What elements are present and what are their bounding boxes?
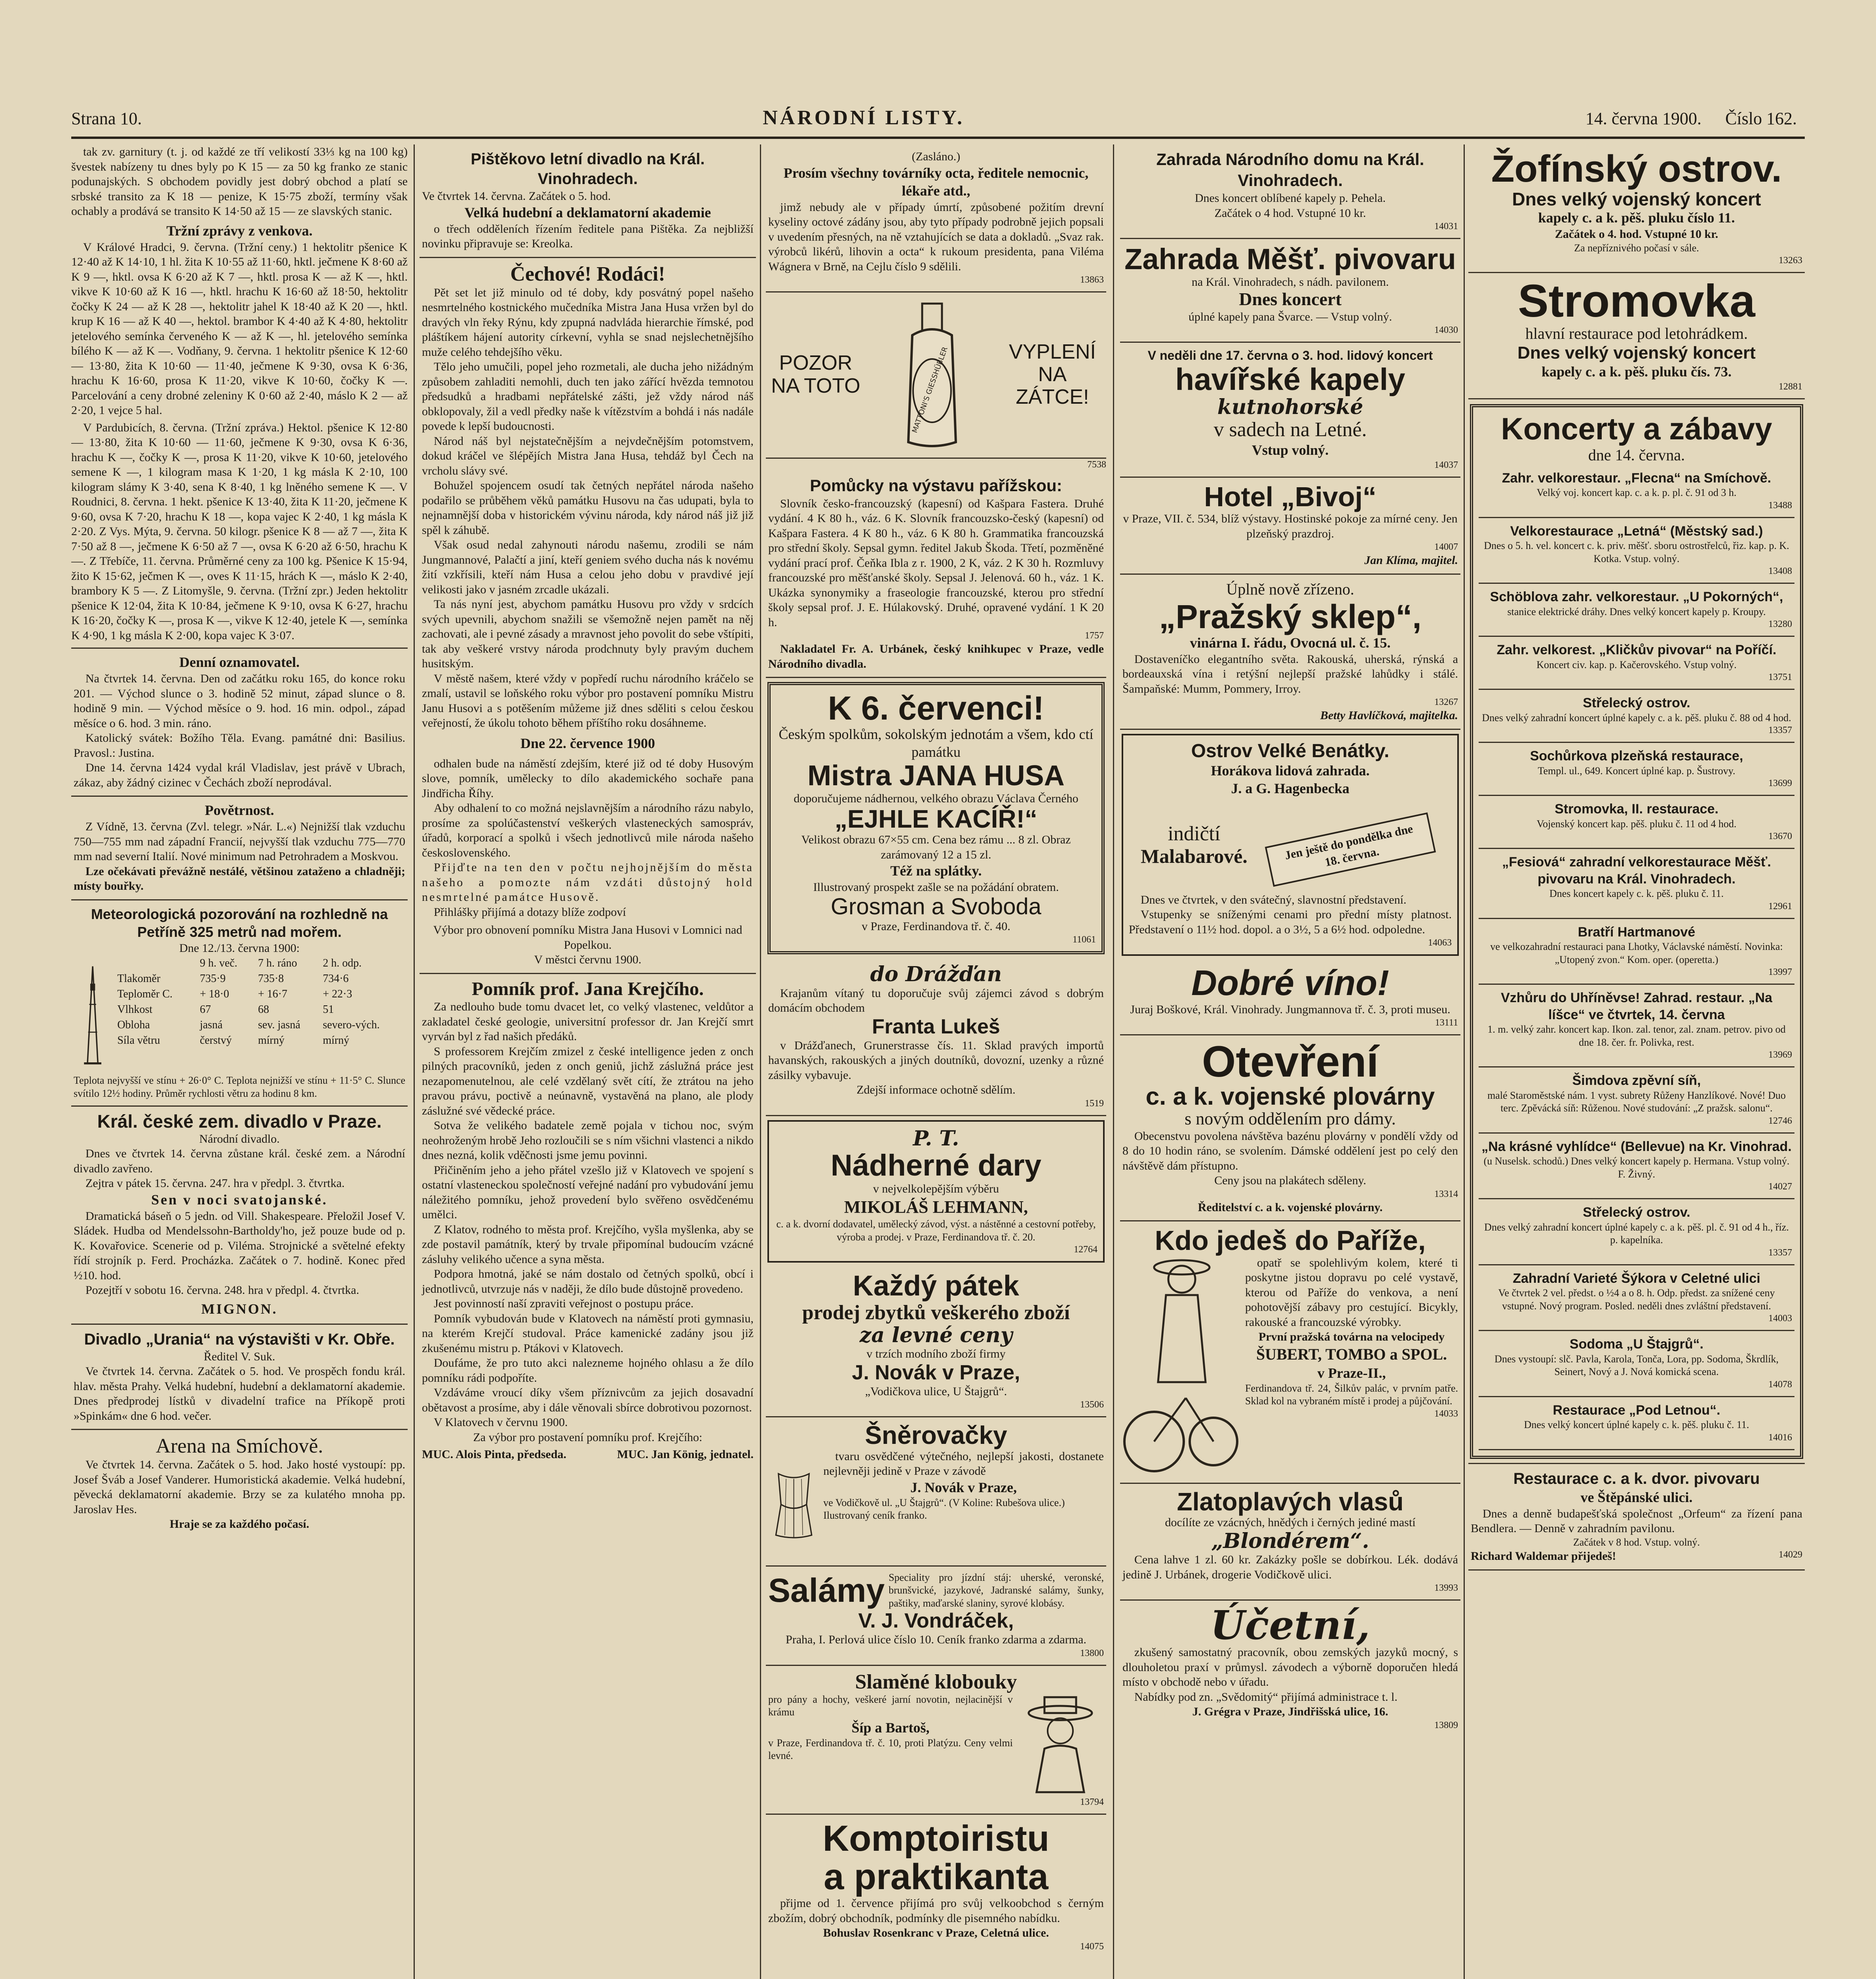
column-2 [420,144,756,1979]
appeal-p1: Pět set let již minulo od té doby, kdy posvátný popel našeho nesmrtelného kostnického mučedníka Mistra Jana Husa vržen byl do dravých vln řeky Rýnu, kdy zpupná nadvláda hierarchie římské, pod pláštíkem hájení autority církevní, vyhla se snad nejslechetnějšího muže celého tehdejšího věku. [422,286,754,359]
weather-forecast: Lze očekávati převážně nestálé, většinou zataženo a chladněji; místy bouřky. [74,864,405,893]
hats-firm: Šíp a Bartoš, [851,1719,930,1736]
corset-address: ve Vodičkově ul. „U Štajgrů“. (V Koline: Rubešova ulice.) [823,1497,1065,1508]
petrin-tower-illustration [74,955,112,1074]
corset-firm: J. Novák v Praze, [910,1479,1017,1495]
pool-text: Obecenstvu povolena návštěva bazénu plovárny v pondělí vždy od 8 do 10 hodin ráno, se svolením. Dámské oddělení jest po celý den návštěvě dám přístupno. [1122,1129,1458,1172]
appeal-signature: Výbor pro obnovení pomníku Mistra Jana Husovi v Lomnici nad Popelkou. [433,923,742,952]
concert-text: Koncert civ. kap. p. Kačerovského. Vstup volný. [1536,659,1737,670]
sklep-heading: „Pražský sklep“, [1159,598,1422,635]
kompt-text: přijme od 1. července přijímá pro svůj velkoobchod s černým zbožím, dobrý obchodník, podmínky dle pisemného nabídku. [768,1897,1104,1925]
pistek-text: Ve čtvrtek 14. června. Začátek o 5. hod. [422,190,611,203]
list-item [1479,985,1794,1067]
paris-text-2: První pražská továrna na velocipedy [1259,1330,1445,1344]
stromovka-heading: Stromovka [1518,275,1755,327]
ostrov-sub: Horákova lidová zahrada. [1211,762,1370,779]
hus-text-5: Illustrovaný prospekt zašle se na požádání obratem. [813,881,1059,894]
ad-number: 13111 [1435,1018,1458,1028]
list-item [1479,849,1794,919]
hus-text: Českým spolkům, sokolským jednotám a všem, kdo ctí památku [779,726,1094,760]
appeal-p10: Přijďte na ten den v počtu nejhojnějším do města našeho a pomozte nám vzdáti důstojný hold nesmrtelné památce Husově. [422,861,754,904]
ostrov-heading: Ostrov Velké Benátky. [1191,740,1390,762]
pool-sub: s novým oddělením pro dámy. [1185,1109,1396,1129]
kompt-firm: Bohuslav Rosenkranc v Praze, Celetná ulice. [823,1926,1049,1940]
bivoj-text: v Praze, VII. č. 534, blíž výstavy. Hostinské pokoje za mírné ceny. Jen plzeňský prazdroj. [1123,512,1458,540]
friday-address: „Vodičkova ulice, U Štajgrů“. [865,1385,1007,1398]
concert-title: Zahr. velkorest. „Kličkův pivovar“ na Poříčí. [1496,642,1777,658]
zahrada2-text: na Král. Vinohradech, s nádh. pavilonem. [1191,275,1389,289]
ad-number: 14033 [1434,1408,1458,1419]
list-item [1479,1397,1794,1450]
monument-committee: Za výbor pro postavení pomníku prof. Krejčího: [473,1430,703,1444]
ad-number: 12881 [1779,381,1802,392]
ad-number: 13314 [1434,1189,1458,1199]
calendar-names: Katolický svátek: Božího Těla. Evang. památné dni: Basilius. Pravosl.: Justina. [74,731,405,760]
column-separator [1464,144,1465,1979]
monument-p7: Jest povinností naší zpraviti veřejnost o postupu práce. [434,1297,694,1310]
ad-number: 11061 [1072,934,1096,945]
ad-number: 13357 [1768,1247,1792,1258]
concert-text: ve velkozahradní restauraci pana Lhotky, Václavské náměstí. Novinka: „Utopený zvon.“ Kom. oper. (operetta.) [1490,941,1783,965]
market-intro: tak zv. garnitury (t. j. od každé ze tří velikostí 33⅓ kg na 100 kg) švestek nabízeny tu dnes byly po K 15 — za 50 kg franko ze stanic podunajských. S obchodem povidly jest dobrý obchod a platí se srbské transito za K 18 — penize, K 15·75 zboží, termíny však ochably a prodává se transito K 14·50 až 15 — ze slavských stanic. [71,145,408,218]
svg-text:MATTONI'S GIESSHÜBLER: MATTONI'S GIESSHÜBLER [910,346,949,434]
brewery-heading: Restaurace c. a k. dvor. pivovaru [1513,1470,1760,1487]
wine-text: Juraj Boškové, Král. Vinohrady. Jungmannova tř. č. 3, proti museu. [1130,1003,1451,1016]
monument-p9: Doufáme, že pro tuto akci nalezneme hojného ohlasu a že dílo pomníku rádi podpoříte. [422,1356,754,1385]
accountant-heading: Účetní, [1210,1602,1370,1649]
concert-title: Sochůrkova plzeňská restaurace, [1530,748,1743,764]
zaslano-heading: Prosím všechny továrníky octa, ředitele nemocnic, lékaře atd., [783,165,1089,199]
wine-heading: Dobré víno! [1191,963,1389,1003]
concert-text: 1. m. velký zahr. koncert kap. Ikon. zal. tenor, zal. znam. petrov. pivo od dne 18. čer. fr. Polivka, rest. [1487,1024,1786,1048]
accountant-text-2: Nabídky pod zn. „Svědomitý“ přijímá administrace t. l. [1134,1690,1398,1704]
list-item [1479,465,1794,518]
hus-firm: Grosman a Svoboda [831,893,1041,919]
zahrada2-text-2: úplné kapely pana Švarce. — Vstup volný. [1188,310,1392,323]
zahrada2-concert: Dnes koncert [1239,289,1342,310]
table-row: Obloha jasná sev. jasná severo-vých. [117,1019,380,1031]
friday-text-2: za levné ceny [859,1323,1013,1347]
havir-text-3: Vstup volný. [1251,442,1329,458]
drazdan-text: Krajanům vítaný tu doporučuje svůj zájemci závod s dobrým domácím obchodem [768,986,1104,1015]
salami-text: Speciality pro jízdní stáj: uherské, veronské, brunšvické, jazykové, Jadranské salámy, šunky, paštiky, maďarské slaniny, syrové klobásy. [889,1571,1104,1609]
corset-heading: Šněrovačky [865,1421,1007,1450]
theatre-mignon: MIGNON. [201,1301,278,1317]
accountant-text: zkušený samostatný pracovník, obou zemských jazyků mocný, s dlouholetou praxí v průmysl. závodech a výborně doporučen hledá místo v obchodě nebo v úřadu. [1122,1646,1458,1689]
zofin-heading: Žofínský ostrov. [1491,148,1782,190]
pool-heading: c. a k. vojenské plovárny [1145,1083,1435,1111]
ad-number: 12961 [1768,901,1792,912]
zaslano-label: (Zasláno.) [911,150,961,163]
appeal-p4: Bohužel spojencem osudí tak četných nepřátel národa našeho podařilo se průběhem věků památku Husovu na čas udupati, byla to nejnamnější doba v historickém vývinu národa, kdy národ náš již již spěl k záhubě. [422,479,754,537]
ad-number: 13408 [1768,566,1792,577]
ad-number: 13993 [1434,1583,1458,1593]
zofin-time: Začátek o 4. hod. Vstupné 10 kr. [1555,228,1718,241]
concerts-heading: Koncerty a zábavy [1501,411,1772,446]
table-row: Síla větru čerstvý mírný mírný [117,1034,349,1046]
stromovka-text-2: kapely c. a k. pěš. pluku čís. 73. [1541,363,1732,380]
lukes-note: Zdejší informace ochotně sdělím. [856,1083,1016,1097]
urania-text: Ve čtvrtek 14. června. Začátek o 5. hod. Ve prospěch fondu král. hlav. města Prahy. Velká hudební, hudební a deklamatorní akademie. Dnes předprodej lístků v divadelní trafice na Příkopě proti »Spinkám« dne 6 hod. večer. [74,1365,405,1423]
havir-heading: havířské kapely [1175,362,1405,397]
paris-text: opatř se spolehlivým kolem, které ti poskytne jistou dopravu po celé vystavě, kterou od Paříže do venkova, a není pohotovější zábavy pro cestující. Bicykly, rakouské a francouzské výrobky. [1245,1256,1458,1329]
bivoj-heading: Hotel „Bivoj“ [1204,481,1377,512]
concert-title: Zahr. velkorestaur. „Flecna“ na Smíchově. [1502,470,1772,486]
hats-text: pro pány a hochy, veškeré jarní novotin, nejlacinější v krámu [768,1693,1013,1718]
zaslano-text: jimž nebudy ale v případy úmrtí, způsobené požitím drevní kyseliny octové zádány jsou, aby tyto případy podrobně jejich popsali v uvedením přesných, na ně vztahujících se data a dokladů. „Svaz rak. výrobců likérů, lihovin a octa“ k rukoum presidenta, pana Viléma Wágnera v Brně, na Cejlu číslo 9 sdělili. [768,200,1104,273]
appeal-p7: V městě našem, které vždy v popředí ruchu národního kráčelo se zmalí, ustavil se loňského roku výbor pro postavení pomníku Mistru Janu Husovi a s potěšením můžeme již dnes sděliti s celou českou veřejností, že úkolu tohoto během příštího roku dosáhneme. [422,672,754,730]
monument-p2: S professorem Krejčím zmizel z české intelligence jeden z onch pilných pracovníků, jeden z onch geniů, jichž záslužná práce jest nezapomenutelnou, ale celé vzdělaný svět cítí, že ztrátou na jeho pravou právu, poctivě a neúnavně, vystavěná na plano, ale plody záslužné své vědecké práce. [422,1045,754,1117]
zofin-sub: Dnes velký vojenský koncert [1512,188,1761,209]
pool-signature: Ředitelství c. a k. vojenské plovárny. [1198,1200,1383,1214]
ad-number: 13267 [1434,697,1458,708]
hats-address: v Praze, Ferdinandova tř. č. 10, proti Platýzu. Ceny velmi levné. [768,1737,1013,1762]
lukes-text: v Drážďanech, Grunerstrasse čís. 11. Sklad pravých importů havanských, rakouských a jiných doutníků, dovozní, uzenky a různé zásilky vybavuje. [768,1039,1104,1082]
pool-text-2: Ceny jsou na plakátech sděleny. [1214,1174,1366,1187]
gifts-name: MIKOLÁŠ LEHMANN, [844,1197,1028,1217]
issue-number: Číslo 162. [1725,109,1797,128]
theatre-next: Zejtra v pátek 15. června. 247. hra v předpl. 3. čtvrtka. [85,1177,345,1190]
appeal-date: Dne 22. července 1900 [520,735,655,751]
market-text: V Králové Hradci, 9. června. (Tržní ceny.) 1 hektolitr pšenice K 12·40 až K 14·10, 1 hl. žita K 10·55 až 11·60, hktl. ječmene K 8·60 až K 9 —, hktl. ovsa K 6·20 až K 7 —, hktl. prosa K — až K —, hktl. vikve K 10·60 až K 16 —, hktl. hrachu K 16·60 až 18·50, hektolitr čočky K 24 — až K 28 —, hektolitr jahel K 18·40 až K 20 —, hktl. krup K 16 — až K 40 —, hektol. brambor K 4·40 až K 4·80, hektolitr jetelového semínka červeného K — až K —, hl. jetelového semínka bílého K — až K —. Vodňany, 9. června. 1 hektolitr pšenice K 12·60 — 13·80, žita K 10·60 — 11·40, ječmene K 9·30, ovsa K 6·36, hrachu K 16·60, prosa K 11·20, vikve K 10·60, čočky K —. Parcelování a ceny drobné zeleniny K 0·60 až 2·40, máslo K 2 — až 2·20, 1 vejce 5 hal. [71,240,408,417]
kompt-heading: Komptoiristu [822,1818,1050,1859]
vypleni-text: VYPLENÍ NA ZÁTCE! [1009,340,1096,409]
concert-text: Ve čtvrtek 2 vel. předst. o ½4 a o 8. h. Odp. předst. za snížené ceny vstupné. Nový program. Posled. neděli dnes zvláštní představení. [1498,1287,1775,1312]
concert-text: Dnes vystoupí: slč. Pavla, Karola, Tonča, Lora, pp. Sodoma, Škrdlík, Seinert, Nový a J. Nová komická scena. [1494,1353,1779,1378]
ad-number: 13506 [1080,1400,1104,1410]
hus-text-3: Velikost obrazu 67×55 cm. Cena bez rámu ... 8 zl. Obraz zarámovaný 12 a 15 zl. [801,833,1071,861]
ad-number: 14030 [1434,325,1458,336]
gifts-text-2: c. a k. dvorní dodavatel, umělecký závod, výst. a nástěnné a cestovní potřeby, výroba a prodej. v Praze, Ferdinandova tř. č. 20. [776,1218,1096,1243]
ad-number: 1519 [1085,1098,1104,1109]
concert-title: Zahradní Varieté Šýkora v Celetné ulici [1513,1271,1760,1286]
friday-firm: J. Novák v Praze, [852,1361,1020,1384]
salami-address: Praha, I. Perlová ulice číslo 10. Ceník franko zdarma a zdarma. [786,1633,1086,1647]
appeal-p2: Tělo jeho umučili, popel jeho rozmetali, ale ducha jeho nižádným způsobem zahladiti nemohli, duch ten jako zářící hvězda temnotou předsudků a hradbami nepřátelské zášti, jež vždy národ náš obklopovaly, žil a vedl předky naše k vítězstvím a bohdá i nás nadále povede k lepší budoucnosti. [422,360,754,433]
theatre-play-title: Sen v noci svatojanské. [151,1191,328,1208]
concert-text: Dnes velký koncert úplné kapely c. k. pěš. pluku č. 11. [1524,1419,1749,1431]
ad-number: 13488 [1768,500,1792,511]
cyclist-woman-illustration [1122,1255,1241,1477]
theatre-text: Dnes ve čtvrtek 14. června zůstane král. české zem. a Národní divadlo zavřeno. [74,1147,405,1175]
concert-title: „Fesiová“ zahradní velkorestaurace Měšť. pivovaru na Král. Vinohradech. [1502,855,1771,887]
table-row: Tlakoměr 735·9 735·8 734·6 [117,972,349,985]
column-3 [766,144,1106,1979]
hus-address: v Praze, Ferdinandova tř. č. 40. [862,919,1010,933]
ostrov-text-2: Dnes ve čtvrtek, v den svátečný, slavnostní představení. [1141,893,1407,906]
calendar-text: Na čtvrtek 14. června. Den od začátku roku 165, do konce roku 201. — Východ slunce o 3. hodině 52 minut, západ slunce o 8. hodině 9 min. — Východ měsíce o 9. hod. 16 min. odpol., západ měsíce o 6. hod. 3 min. ráno. [74,672,405,730]
ad-number: 13670 [1768,831,1792,842]
concert-title: Šimdova zpěvní síň, [1572,1073,1701,1088]
arena-text: Ve čtvrtek 14. června. Začátek o 5. hod. Jako hosté vystoupí: pp. Josef Šváb a Josef Vanderer. Humoristická akademie. Velká hudební, pěvecká deklamatorní akademie. Brzy se za kulatého mnoha pp. Jaroslav Hes. [74,1458,405,1516]
ad-number: 13699 [1768,778,1792,789]
brewery-text: Dnes a denně budapešťská společnost „Orfeum“ za řízení pana Bendlera. — Denně v zahradním pavilonu. [1471,1507,1802,1535]
ad-number: 13280 [1768,619,1792,630]
table-row: Vlhkost 67 68 51 [117,1003,334,1016]
zahrada1-heading: Zahrada Národního domu na Král. Vinohradech. [1156,150,1424,190]
kompt-heading-2: a praktikanta [824,1856,1048,1897]
theatre-saturday: Pozejtří v sobotu 16. června. 248. hra v předpl. 4. čtvrtka. [85,1284,359,1297]
ad-number: 13997 [1768,967,1792,978]
concert-title: Střelecký ostrov. [1583,695,1690,711]
arena-heading: Arena na Smíchově. [156,1435,323,1458]
market-heading: Tržní zprávy z venkova. [166,222,313,239]
corset-text: tvaru osvědčené výtečného, nejlepší jakosti, dostanete nejlevněji jedině v Praze v závodě [823,1449,1104,1478]
pistek-heading: Pištěkovo letní divadlo na Král. Vinohradech. [471,150,705,188]
pt-heading: P. T. [913,1126,959,1151]
sklep-text: Dostaveníčko elegantního světa. Rakouská, uherská, rýnská a bordeauxská vína i retýšní nejlepší pražské lahůdky i stálé. Šampaňské: Mumm, Pommery, Irroy. [1122,652,1458,695]
hus-painting: „EJHLE KACÍŘ!“ [834,805,1038,834]
appeal-heading: Čechové! Rodáci! [510,262,665,285]
pomucky-publisher: Nakladatel Fr. A. Urbánek, český knihkupec v Praze, vedle Národního divadla. [768,642,1104,670]
weather-text: Z Vídně, 13. června (Zvl. telegr. »Nár. L.«) Nejnižší tlak vzduchu 750—755 mm nad západní Francií, nejvyšší tlak vzduchu 775—770 mm nad severní Italií. Nové minimum nad Petrohradem a Moskvou. [74,820,405,863]
meteo-extra: Teplota nejvyšší ve stínu + 26·0° C. Teplota nejnižší ve stínu + 11·5° C. Slunce svítilo 12½ hodiny. Průměr rychlosti větru za hodinu 8 km. [74,1075,405,1099]
concert-text: (u Nuselsk. schodů.) Dnes velký koncert kapely p. Hermana. Vstup volný. F. Živný. [1483,1155,1790,1180]
page-number: Strana 10. [71,109,142,128]
hats-heading: Slaměné klobouky [855,1670,1017,1693]
urania-heading: Divadlo „Urania“ na výstavišti v Kr. Obře. [84,1330,395,1348]
list-item [1479,743,1794,796]
appeal-p6: Ta nás nyní jest, abychom památku Husovu pro vždy v srdcích svých upevnili, abychom snažili se všemožně nejen pamět na něj zachovati, ale i pevné zásady a mravnost jeho povolit do sebe vštípiti, tak aby veškeré vrstvy národa prodchnuty byly pravým duchem husitským. [422,598,754,670]
ad-number: 13969 [1768,1050,1792,1060]
ad-number: 12746 [1768,1115,1792,1126]
hus-heading: K 6. červenci! [828,689,1044,727]
havir-text-2: v sadech na Letné. [1213,418,1367,441]
monument-p1: Za nedlouho bude tomu dvacet let, co velký vlastenec, veldůtor a zakladatel české geologie, universitní professor dr. Jan Krejčí smrt vyrván byl z řad našich předáků. [422,1000,754,1043]
concert-text: Dnes velký zahradní koncert úplné kapely c. a k. pěš. pluku č. 88 od 4 hod. [1482,712,1791,724]
concert-text: malé Staroměstské nám. 1 vyst. subrety Růženy Hanzlíkové. Nové! Duo terc. Zpěvácká síň: Růženou. Nové studování: „Z pražsk. salonu“. [1487,1089,1786,1114]
salami-firm: V. J. Vondráček, [858,1609,1014,1633]
appeal-p11: Přihlášky přijímá a dotazy blíže zodpoví [434,905,626,919]
sklep-sub: vinárna I. řádu, Ovocná ul. č. 15. [1190,634,1391,651]
masthead [71,106,1797,134]
list-item [1479,796,1794,849]
hair-text-2: Cena lahve 1 zl. 60 kr. Zakázky pošle se dobírkou. Lék. dodává jedině J. Urbánek, drogerie Vodičkově ulici. [1122,1553,1458,1581]
list-item [1479,1199,1794,1265]
list-item [1479,1134,1794,1200]
hus-text-2: doporučujeme nádhernou, velkého obrazu Václava Černého [794,792,1079,805]
meteo-table: 9 h. več. 7 h. ráno 2 h. odp. Tlakoměr 735·9 735·8 734·6 Teploměr C. + 18·0 + 16·7 + 22·3 Vlhkost 67 68 51 Obloha jasná sev. jasná severo-vých. Síla větru čerstvý mírný mírný [115,955,405,1048]
concert-title: Stromovka, II. restaurace. [1555,801,1718,817]
concert-title: Schöblova zahr. velkorestaur. „U Pokorných“, [1490,589,1783,605]
accountant-firm: J. Grégra v Praze, Jindřišská ulice, 16. [1192,1705,1388,1719]
brewery-time: Začátek v 8 hod. Vstup. volný. [1573,1536,1700,1548]
concert-title: Restaurace „Pod Letnou“. [1553,1402,1720,1418]
ostrov-text: indičtí [1168,822,1221,845]
salami-heading: Salámy [768,1572,885,1609]
hair-heading: Zlatoplavých vlasů [1177,1487,1404,1516]
gifts-text: v nejvelkolepějším výběru [873,1182,999,1195]
ad-number: 14007 [1434,542,1458,553]
concert-text: Templ. ul., 649. Koncert úplné kap. p. Šustrovy. [1538,765,1735,777]
masthead-rule [71,137,1805,139]
ad-number: 14016 [1768,1432,1792,1443]
meteo-date: Dne 12./13. června 1900: [179,941,300,955]
ad-number: 14078 [1768,1379,1792,1390]
concert-title: Střelecký ostrov. [1583,1205,1690,1220]
concert-text: Dnes koncert kapely c. k. pěš. pluku č. 11. [1549,888,1724,900]
appeal-p3: Národ náš byl nejstatečnějším a nejvdečnějším potomstvem, dokud kráčel ve šlépějích Mistra Jana Husa, tehdáž byl Čech na vrcholu slávy své. [422,434,754,477]
monument-signature-2: MUC. Jan König, jednatel. [617,1448,754,1461]
corset-illustration [768,1449,819,1560]
monument-p3: Sotva že velikého badatele země pojala v tichou noc, svým neohroženým hrobě Jeho rozloučili se s ním všichni vlastenci a nikdo dnes nezná, kolik vděčnosti jsme jemu povinni. [422,1119,754,1162]
drazdan-heading: do Drážďan [870,962,1002,987]
calendar-history: Dne 14. června 1424 vydal král Vladislav, jest právě v Ubrach, zákaz, aby žádný cizinec v Čechách zboží neprodával. [74,761,405,789]
newspaper-title: NÁRODNÍ LISTY. [763,106,965,129]
pozor-text: POZOR NA TOTO [771,351,860,397]
uplne-text: Úplně nově zřízeno. [1226,580,1354,598]
market-text-2: V Pardubicích, 8. června. (Tržní zpráva.) Hektol. pšenice K 12·80 — 13·80, žita K 10·60 — 11·60, ječmene K 9·30, ovsa K 6·36, hrachu K —, čočky K —, prosa K 11·20, vikve K 10·60, jetelového semene K —, 1 kilogram masa K 1·20, 1 kg másla K 2·10, 100 kilogram slámy K 3·40, sena K 8·40, 1 kg lněného semene K —. V Roudnici, 8. června. 1 hekt. pšenice K 13·40, žita K 11·20, ječmene K 9·60, ovsa K 7·20, hrachu K 18 —, kopa vajec K 2·40, 1 kg másla K 2·20. Z Vys. Mýta, 9. června. 50 kilogr. pšenice K 8 — až 7 —, žita K 7·50 až 8 —, ječmene K 6·50 až 7 —, ovsa K 6·20 až 6·50, hrachu K —. Z Třebíče, 11. června. Průměrné ceny za 100 kg. Pšenice K 15·94, žito K 15·62, ječmen K —, oves K 11·15, hrách K —, máslo K 2·40, brambory K 5 —. Z Litomyšle, 9. června. (Tržní zpr.) Jeden hektolitr pšenice K 12·04, žita K 10·84, ječmene K 9·10, ovsa K 6·27, hrachu K 16·20, čočky K —, prosa K —, vikve K 12·40, jetele K —, semínka K 4·90, 1 kg másla K 2·00, kopa vajec K 3·07. [71,421,408,642]
concert-title: „Na krásné vyhlídce“ (Bellevue) na Kr. Vinohrad. [1481,1139,1792,1154]
ostrov-name: Malabarové. [1141,845,1248,867]
concert-text: Dnes o 5. h. vel. koncert c. k. priv. měšť. sboru ostrostřelců, řiz. kap. p. K. Kotka. Vstup. volný. [1484,540,1789,564]
arena-footer: Hraje se za každého počasí. [169,1517,310,1531]
ostrov-text-3: Vstupenky se sníženými cenami pro přední místy platnost. Představení o 11½ hod. dopol. a o 3½, 5 a 6½ hod. odpoledne. [1129,908,1452,936]
bivoj-owner: Jan Klíma, majitel. [1364,554,1458,567]
appeal-p5: Však osud nedal zahynouti národu našemu, zrodili se nám Jungmannové, Palačtí a jiní, kteří geniem svého ducha nás k novému žití vzkřísili, kteří nám Husa a celou jeho dobu v pravdivé její velikosti jako v jasném zrcadle ukázali. [422,538,754,596]
pistek-text-2: o třech odděleních řízením ředitele pana Pištěka. Za nejbližší novinku připravuje se: Kreolka. [422,222,754,250]
ad-number: 13863 [1080,275,1104,285]
ad-number: 7538 [1087,460,1106,470]
concerts-sub: dne 14. června. [1588,446,1685,464]
appeal-p9: Aby odhalení to co možná nejslavnějším a národního rázu nabylo, prosíme za spolúčastenství veškerých vlasteneckých samospráv, úřadů, korporací a spolků i všech jednotlivců mile národa našeho československého. [422,801,754,859]
gifts-heading: Nádherné dary [830,1148,1042,1182]
monument-heading: Pomník prof. Jana Krejčího. [471,978,704,999]
ad-number: 13794 [1080,1797,1104,1807]
ad-number: 13751 [1768,672,1792,683]
lukes-name: Franta Lukeš [872,1015,1000,1038]
corset-note: Ilustrovaný ceník franko. [823,1510,927,1521]
list-item [1479,1067,1794,1134]
ad-number: 14029 [1779,1550,1802,1560]
friday-heading: Každý pátek [853,1270,1020,1302]
concert-title: Vzhůru do Uhříněvse! Zahrad. restaur. „Na líšce“ ve čtvrtek, 14. června [1501,990,1772,1022]
zahrada1-text: Dnes koncert oblíbené kapely p. Pehela. [1194,192,1386,205]
paris-text-3: Ferdinandova tř. 24, Šilkův palác, v prvním patře. Sklad kol na vybraném místě i prodej a půjčování. [1245,1382,1458,1407]
appeal-p8: odhalen bude na náměstí zdejším, které již od té doby Husovým slove, pomník, umělecky to dílo akademického sochaře pana Jindřicha Říhy. [422,757,754,800]
list-item [1479,1331,1794,1397]
monument-p6: Podpora hmotná, jaké se nám dostalo od četných spolků, obcí i jednotlivců, utvrzuje nás v naději, že dílo bude důstojně provedeno. [422,1267,754,1295]
concert-title: Bratří Hartmanové [1578,924,1696,940]
paris-address: v Praze-II., [1317,1365,1386,1381]
weather-heading: Povětrnost. [205,802,274,818]
monument-place: V Klatovech v červnu 1900. [434,1416,568,1429]
ad-number: 14003 [1768,1313,1792,1324]
zofin-text: kapely c. a k. pěš. pluku číslo 11. [1538,210,1735,226]
column-5 [1468,144,1805,1979]
concert-text: stanice elektrické dráhy. Dnes velký koncert kapely p. Kroupy. [1507,606,1766,617]
list-item [1479,690,1794,743]
zahrada1-time: Začátek o 4 hod. Vstupné 10 kr. [1214,206,1366,220]
list-item [1479,584,1794,637]
table-row: Teploměr C. + 18·0 + 16·7 + 22·3 [117,988,352,1000]
hair-name: „Blondérem“. [1211,1529,1369,1554]
stromovka-sub: hlavní restaurace pod letohrádkem. [1525,325,1748,343]
theatre-play-text: Dramatická báseň o 5 jedn. od Vill. Shakespeare. Přeložil Josef V. Sládek. Hudba od Mendelssohn-Bartholdy'ho, jež pouze bude od p. K. Kovařovice. Scenerie od p. Viléma. Strojnické a světelné efekty řídí strojník p. Ferd. Procházka. Začátek o 7. hodině. Konec před ½10. hod. [74,1209,405,1282]
hus-text-4: Též na splátky. [890,863,982,879]
column-separator [414,144,415,1979]
concert-text: Dnes velký zahradní koncert úplné kapely c. a k. pěš. pl. č. 91 od 4 h., říz. p. kapelníka. [1484,1221,1789,1246]
column-separator [1113,144,1114,1979]
theatre-heading: Král. české zem. divadlo v Praze. [97,1111,382,1132]
pomucky-heading: Pomůcky na výstavu pařížskou: [810,476,1062,495]
zofin-note: Za nepříznivého počasí v sále. [1574,242,1699,254]
stromovka-text: Dnes velký vojenský koncert [1517,343,1756,363]
list-item [1479,518,1794,584]
ad-number: 14027 [1768,1181,1792,1192]
theatre-sub: Národní divadlo. [199,1132,280,1145]
hus-name: Mistra JANA HUSA [807,760,1065,792]
concert-text: Vojenský koncert kap. pěš. pluku č. 11 od 4 hod. [1536,818,1737,830]
ad-number: 13263 [1779,255,1802,266]
monument-p5: Z Klatov, rodného to města prof. Krejčího, vyšla myšlenka, aby se zde postavil památník, který by trvale připomínal budoucím vzácné zásluhy velikého učence a syna města. [422,1223,754,1266]
ad-number: 14031 [1434,221,1458,232]
paris-firm: ŠUBERT, TOMBO a SPOL. [1256,1345,1447,1363]
ad-number: 13809 [1434,1720,1458,1730]
brewery-name: Richard Waldemar přijedeš! [1471,1550,1616,1563]
concert-title: Velkorestaurace „Letná“ (Městský sad.) [1510,523,1763,539]
ostrov-stamp: Jen ještě do pondělka dne 18. června. [1265,812,1436,887]
monument-p4: Přičiněním jeho a jeho přátel vzešlo již v Klatovech ve spojení s ostatní vlasteneckou společností veřejné nadání pro vybudování jemu náležitého pomníku, jehož provedení bylo svěřeno osvědčenému umělci. [422,1163,754,1221]
appeal-place: V městci červnu 1900. [534,953,642,967]
ad-number: 13800 [1080,1648,1104,1658]
hair-text: docílíte ze vzácných, hnědých i černých jediné mastí [1165,1516,1416,1529]
concert-text: Velký voj. koncert kap. c. a k. p. pl. č. 91 od 3 h. [1536,487,1737,499]
monument-p10: Vzdáváme vroucí díky všem příznivcům za jejich dosavadní obětavost a prosíme, aby i dále věnovali sbírce dobrotivou pozornost. [422,1386,754,1414]
list-item [1479,1265,1794,1331]
concert-title: Sodoma „U Štajgrů“. [1569,1337,1704,1352]
ostrov-firm: J. a G. Hagenbecka [1231,780,1350,796]
ad-number: 1757 [1085,631,1104,641]
urania-director: Ředitel V. Suk. [203,1350,275,1363]
friday-text: prodej zbytků veškerého zboží [802,1301,1070,1324]
pomucky-text: Slovník česko-francouzský (kapesní) od Kašpara Fastera. Druhé vydání. 4 K 80 h., váz. 6 K. Slovník francouzsko-český (kapesní) od Kašpara Fastera. 4 K 80 h., váz. 6 K 80 h. Grammatika francouzská pro střední školy. Sepsal gymn. ředitel Jakub Škoda. Třetí, pozměněné vydání prací prof. Čeňka Ibla z r. 1900, 2 K, váz. 2 K 30 h. Rozmluvy francouzské pro měšťanské školy. Sepsal J. Jelenová. 60 h., váz. 1 K. Ukázka synonymiky a fraseologie francouzské, kterou pro střední školy sepsal prof. J. E. Húlakovský. Druhé, opravené vydání. 1 K 20 h. [768,497,1104,629]
opening-heading: Otevření [1202,1037,1379,1086]
pistek-bold: Velká hudební a deklamatorní akademie [464,204,711,220]
column-1 [71,144,408,1979]
sklep-owner: Betty Havlíčková, majitelka. [1320,709,1458,722]
column-separator [760,144,761,1979]
havir-sub: kutnohorské [1217,395,1363,420]
gentleman-with-hat-illustration [1017,1693,1104,1796]
mineral-water-bottle-illustration [889,300,976,450]
monument-signature-1: MUC. Alois Pinta, předseda. [422,1448,567,1461]
issue-date: 14. června 1900. [1585,109,1702,128]
havir-text: V neděli dne 17. června o 3. hod. lidový koncert [1147,348,1433,363]
list-item [1479,919,1794,985]
column-4 [1120,144,1460,1979]
calendar-heading: Denní oznamovatel. [179,654,300,670]
ad-number: 14037 [1434,460,1458,470]
ad-number: 14063 [1428,938,1452,948]
ad-number: 12764 [1074,1244,1097,1255]
concerts-list [1479,465,1794,1450]
paris-heading: Kdo jedeš do Paříže, [1154,1225,1426,1256]
brewery-sub: ve Štěpánské ulici. [1580,1489,1693,1505]
ad-number: 13357 [1768,725,1792,736]
meteo-heading: Meteorologická pozorování na rozhledně na Petříně 325 metrů nad mořem. [91,906,388,940]
list-item [1479,637,1794,690]
friday-text-3: v trzích modního zboží firmy [866,1347,1006,1361]
zahrada2-heading: Zahrada Měšť. pivovaru [1124,243,1456,275]
ad-number: 14075 [1080,1941,1104,1952]
monument-p8: Pomník vybudován bude v Klatovech na náměstí proti gymnasiu, na kterém Krejčí studoval. Práce kamenické zadány jsou již zkušenému mistru p. Ptákovi v Klatovech. [422,1312,754,1355]
